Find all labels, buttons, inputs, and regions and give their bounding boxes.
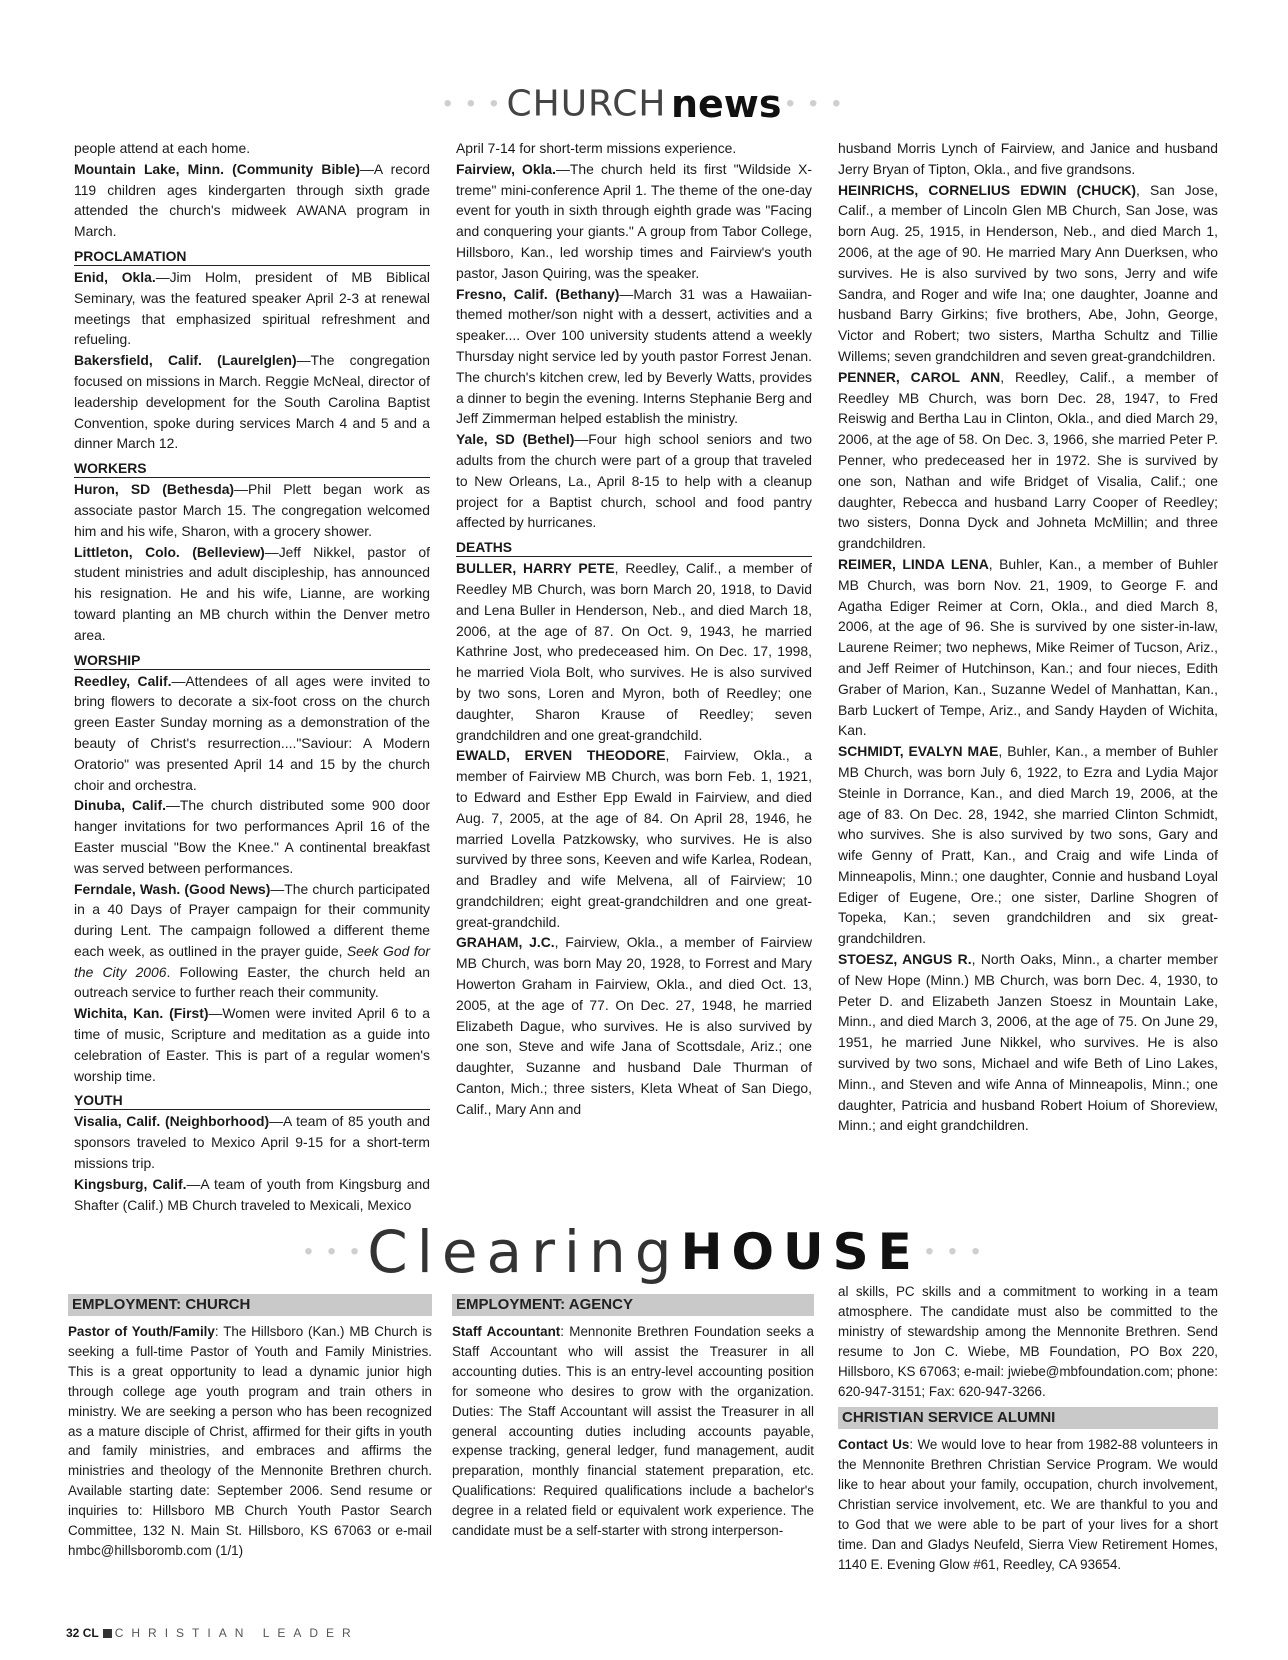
obituary: STOESZ, ANGUS R., North Oaks, Minn., a charter member of New Hope (Minn.) MB Church, was born Dec. 4, 1930, to Peter D. and Elizabeth Janzen Stoesz in Mountain Lake, Minn., and died March 3, 2006, at the age of 75. On June 29, 1951, he married June Nikkel, who survives. He is also survived by two sons, Michael and wife Beth of Lino Lakes, Minn., and Steven and wife Anna of Minneapolis, Minn.; one daughter, Patricia and husband Robert Hoium of Shoreview, Minn.; and eight grandchildren. <box>838 951 1218 1134</box>
obituary: PENNER, CAROL ANN, Reedley, Calif., a member of Reedley MB Church, was born Dec. 28, 1947, to Fred Reiswig and Bertha Lau in Clinton, Okla., and died March 29, 2006, at the age of 58. On Dec. 3, 1966, she married Peter P. Penner, who predeceased her in 1972. She is survived by one son, Nathan and wife Bridget of Visalia, Calif.; one daughter, Rebecca and husband Larry Cooper of Reedley; two sisters, Donna Dyck and Johneta McMillin; and three grandchildren. <box>838 368 1218 552</box>
news-column-3 <box>838 138 1218 1136</box>
classified-ad: Staff Accountant: Mennonite Brethren Foundation seeks a Staff Accountant who will assist the Treasurer in all accounting duties. This is an entry-level accounting position for someone who desires to grow with the organization. Duties: The Staff Accountant will assist the Treasurer in all general accounting duties including accounts payable, expense tracking, general ledger, fund management, audit preparation, monthly financial statement preparation, etc. Qualifications: Required qualifications include a bachelor's degree in a related field or equivalent work experience. The candidate must be a self-starter with strong interperson- <box>452 1324 814 1539</box>
obituary: SCHMIDT, EVALYN MAE, Buhler, Kan., a member of Buhler MB Church, was born July 6, 1922, to Ezra and Lydia Major Steinle in Dorrance, Kan., and died March 19, 2006, at the age of 83. On Dec. 28, 1942, she married Clinton Schmidt, who survives. She is also survived by two sons, Gary and wife Genny of Pratt, Kan., and Craig and wife Linda of Minneapolis, Minn.; one daughter, Connie and husband Loyal Ediger of Eugene, Ore.; one sister, Darline Shogren of Topeka, Kan.; seven grandchildren and six great-grandchildren. <box>838 743 1218 947</box>
clearing-word-bold: HOUSE <box>680 1223 921 1281</box>
church-news-header <box>0 82 1288 128</box>
obituary: REIMER, LINDA LENA, Buhler, Kan., a member of Buhler MB Church, was born Nov. 21, 1909, to George F. and Agatha Ediger Reimer at Corn, Okla., and died March 8, 2006, at the age of 96. She is survived by one sister-in-law, Laurene Reimer; two nephews, Mike Reimer of Tucson, Ariz., and Jeff Reimer of Hutchinson, Kan.; and four nieces, Edith Graber of Marion, Kan., Suzanne Wedel of Manhattan, Kan., Barb Luckert of Tempe, Ariz., and Sandy Hayden of Wichita, Kan. <box>838 555 1218 739</box>
classified-column-2 <box>452 1288 814 1541</box>
classified-ad: Pastor of Youth/Family: The Hillsboro (Kan.) MB Church is seeking a full-time Pastor of Youth and Family Ministries. This is a great opportunity to lead a dynamic junior high through college age youth program and train others in ministry. We are seeking a person who has been recognized as a mature disciple of Christ, affirmed for their gifts in youth and family ministries, and embraces and affirms the ministries and theology of the Mennonite Brethren church. Available starting date: September 2006. Send resume or inquiries to: Hillsboro MB Church Youth Pastor Search Committee, 132 N. Main St. Hillsboro, KS 67063 or e-mail hmbc@hillsboromb.com (1/1) <box>68 1324 432 1558</box>
news-item: Wichita, Kan. (First)—Women were invited April 6 to a time of music, Scripture and meditation as a guide into celebration of Easter. This is part of a regular women's worship time. <box>74 1005 430 1084</box>
obituary: HEINRICHS, CORNELIUS EDWIN (CHUCK), San Jose, Calif., a member of Lincoln Glen MB Church, San Jose, was born Aug. 25, 1915, in Henderson, Neb., and died March 1, 2006, at the age of 90. He married Mary Ann Duerksen, who survives. He is also survived by two sons, Jerry and wife Sandra, and Roger and wife Ina; one daughter, Joanne and husband Barry Girkins; five brothers, Abe, John, George, Victor and Robert; two sisters, Martha Schultz and Tillie Willems; seven grandchildren and seven great-grandchildren. <box>838 181 1218 364</box>
news-item: Mountain Lake, Minn. (Community Bible)—A record 119 children ages kindergarten through sixth grade attended the church's midweek AWANA program in March. <box>74 160 430 240</box>
category-christian-service-alumni: CHRISTIAN SERVICE ALUMNI <box>838 1407 1218 1429</box>
section-heading-proclamation: PROCLAMATION <box>74 247 430 266</box>
obituary: husband Morris Lynch of Fairview, and Janice and husband Jerry Bryan of Tipton, Okla., and five grandsons. <box>838 140 1218 177</box>
section-heading-worship: WORSHIP <box>74 651 430 670</box>
obituary: BULLER, HARRY PETE, Reedley, Calif., a member of Reedley MB Church, was born March 20, 1918, to David and Lena Buller in Henderson, Neb., and died March 18, 2006, at the age of 87. On Oct. 9, 1943, he married Kathrine Jost, who predeceased him. On Dec. 17, 1998, he married Viola Bolt, who survives. He is also survived by two sons, Loren and Myron, both of Reedley; one daughter, Sharon Krause of Reedley; seven grandchildren and one great-grandchild. <box>456 560 812 743</box>
news-item: Ferndale, Wash. (Good News)—The church participated in a 40 Days of Prayer campaign for their community during Lent. The campaign followed a different theme each week, as outlined in the prayer guide, Seek God for the City 2006. Following Easter, the church held an outreach service to further reach their community. <box>74 880 430 1001</box>
header-dots-right: • • • <box>785 90 845 117</box>
category-employment-agency: EMPLOYMENT: AGENCY <box>452 1294 814 1316</box>
obituary: EWALD, ERVEN THEODORE, Fairview, Okla., a member of Fairview MB Church, was born Feb. 1, 1921, to Edward and Esther Epp Ewald in Fairview, and died Aug. 7, 2005, at the age of 84. On April 28, 1946, he married Lovella Patzkowsky, who survives. He is also survived by three sons, Keeven and wife Karlea, Rodean, and Bradley and wife Melvena, all of Fairview; 10 grandchildren; eight great-grandchildren and one great-great-grandchild. <box>456 747 813 930</box>
page-footer <box>66 1626 359 1640</box>
page-number: 32 <box>66 1626 80 1640</box>
classified-ad: Contact Us: We would love to hear from 1982-88 volunteers in the Mennonite Brethren Christian Service Program. We would like to hear about your family, occupation, church involvement, Christian service involvement, etc. We are thankful to you and to God that we were able to be part of your lives for a short time. Dan and Gladys Neufeld, Sierra View Retirement Homes, 1140 E. Evening Glow #61, Reedley, CA 93654. <box>838 1437 1218 1572</box>
news-item: Visalia, Calif. (Neighborhood)—A team of 85 youth and sponsors traveled to Mexico April 9-15 for a short-term missions trip. <box>74 1113 430 1172</box>
news-item: Kingsburg, Calif.—A team of youth from Kingsburg and Shafter (Calif.) MB Church traveled to Mexicali, Mexico <box>74 1175 430 1213</box>
section-heading-workers: WORKERS <box>74 459 430 478</box>
classified-column-3 <box>838 1282 1218 1575</box>
classified-ad: al skills, PC skills and a commitment to working in a team atmosphere. The candidate must also be committed to the ministry of stewardship among the Mennonite Brethren. Send resume to Jon C. Wiebe, MB Foundation, PO Box 220, Hillsboro, KS 67063; e-mail: jwiebe@mbfoundation.com; phone: 620-947-3151; Fax: 620-947-3266. <box>838 1284 1218 1399</box>
news-item: Reedley, Calif.—Attendees of all ages were invited to bring flowers to decorate a six-foot cross on the church green Easter Sunday morning as a demonstration of the beauty of Christ's resurrection...."Saviour: A Modern Oratorio" was presented April 14 and 15 by the church choir and orchestra. <box>74 672 430 793</box>
square-icon <box>103 1629 112 1638</box>
news-item: Bakersfield, Calif. (Laurelglen)—The congregation focused on missions in March. Reggie McNeal, director of leadership development for the South Carolina Baptist Convention, spoke during services March 4 and 5 and a dinner March 12. <box>74 352 430 452</box>
clearing-word-light: Clearing <box>367 1218 681 1286</box>
clearing-dots-left: • • • <box>304 1238 363 1265</box>
news-item: Fresno, Calif. (Bethany)—March 31 was a Hawaiian-themed mother/son night with a dessert, activities and a speaker.... Over 100 university students attend a weekly Thursday night service led by youth pastor Forrest Jenan. The church's kitchen crew, led by Beverly Watts, provides a dinner to begin the evening. Interns Stephanie Berg and Jeff Zimmerman helped establish the ministry. <box>456 285 813 427</box>
section-heading-youth: YOUTH <box>74 1091 430 1110</box>
news-item: Fairview, Okla.—The church held its first "Wildside X-treme" mini-conference April 1. The theme of the one-day event for youth in sixth through eighth grade was "Facing and conquering your giants." A group from Tabor College, Hillsboro, Kan., led worship times and Fairview's youth pastor, Jason Quiring, was the speaker. <box>456 160 812 281</box>
classified-column-1 <box>68 1288 432 1561</box>
publication-name: CHRISTIAN LEADER <box>114 1626 359 1640</box>
header-word-church: CHURCH <box>506 83 667 125</box>
news-item: Yale, SD (Bethel)—Four high school seniors and two adults from the church were part of a group that traveled to New Orleans, La., April 8-15 to help with a cleanup project for a Baptist church, school and food pantry affected by hurricanes. <box>456 431 813 531</box>
news-item: April 7-14 for short-term missions experience. <box>456 140 737 156</box>
news-item: Dinuba, Calif.—The church distributed some 900 door hanger invitations for two performances April 16 of the Easter muscial "Bow the Knee." A continental breakfast was served between performances. <box>74 797 430 876</box>
news-column-2 <box>456 138 812 1120</box>
category-employment-church: EMPLOYMENT: CHURCH <box>68 1294 432 1316</box>
obituary: GRAHAM, J.C., Fairview, Okla., a member of Fairview MB Church, was born May 20, 1928, to Forrest and Mary Howerton Graham in Fairview, Okla., and died Oct. 13, 2005, at the age of 77. On Dec. 27, 1948, he married Elizabeth Dague, who survives. He is also survived by one son, Steve and wife Jana of Scottsdale, Ariz.; one daughter, Suzanne and husband Dale Thurman of Canton, Mich.; three sisters, Kleta Wheat of San Diego, Calif., Mary Ann and <box>456 934 812 1117</box>
news-item: Huron, SD (Bethesda)—Phil Plett began work as associate pastor March 15. The congregation welcomed him and his wife, Sharon, with a grocery shower. <box>74 481 430 539</box>
header-word-news: news <box>670 82 782 126</box>
news-column-1 <box>74 138 430 1215</box>
news-item: people attend at each home. <box>74 140 251 156</box>
clearing-dots-right: • • • <box>925 1238 984 1265</box>
clearinghouse-header <box>0 1218 1288 1286</box>
news-item: Enid, Okla.—Jim Holm, president of MB Biblical Seminary, was the featured speaker April 2-3 at renewal meetings that emphasized spiritual refreshment and refueling. <box>74 268 430 348</box>
cl-logo: CL <box>82 1626 99 1640</box>
news-item: Littleton, Colo. (Belleview)—Jeff Nikkel, pastor of student ministries and adult discipleship, has announced his resignation. He and his wife, Lianne, are working toward planting an MB church within the Denver metro area. <box>74 543 430 643</box>
header-dots-left: • • • <box>443 90 503 117</box>
section-heading-deaths: DEATHS <box>456 538 812 557</box>
